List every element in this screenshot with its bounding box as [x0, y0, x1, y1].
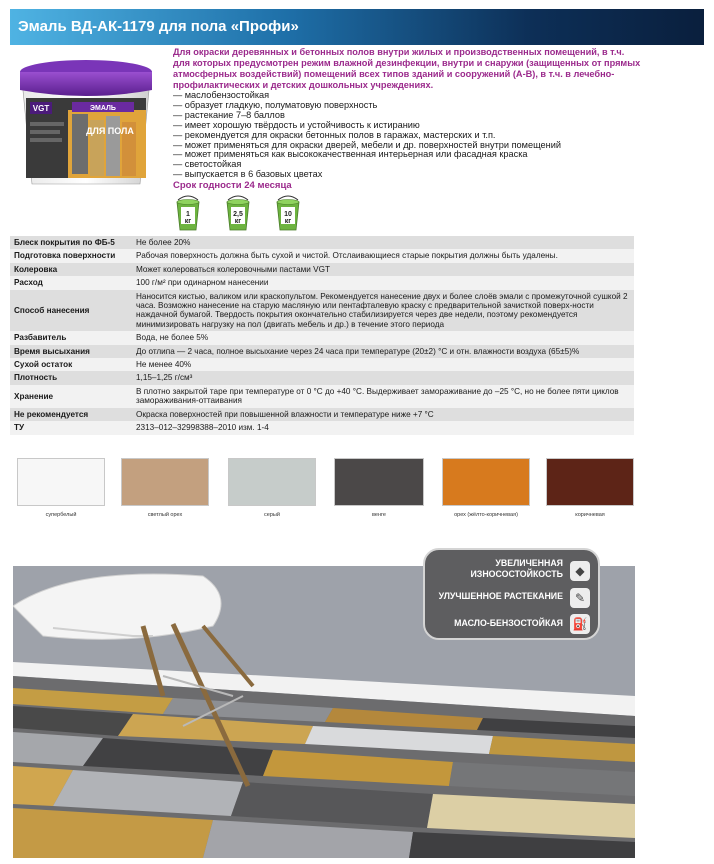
spec-value: 2313–012–32998388–2010 изм. 1-4	[136, 423, 269, 433]
badge-text: МАСЛО-БЕНЗОСТОЙКАЯ	[454, 618, 563, 628]
bucket-label-main: ДЛЯ ПОЛА	[86, 126, 134, 136]
spec-value: В плотно закрытой таре при температуре от 0 °С до +40 °С. Выдерживает замораживание до –25 °С, но не более пяти циклов замораживания-оттаивания	[136, 386, 619, 406]
color-swatch-brown	[546, 458, 634, 506]
diamond-icon: ◆	[570, 561, 590, 581]
table-row	[10, 236, 634, 249]
spec-value: Рабочая поверхность должна быть сухой и чистой. Отслаивающиеся старые покрытия должны быть удалены.	[136, 251, 558, 261]
table-row	[10, 290, 634, 332]
spec-key: Подготовка поверхности	[14, 251, 116, 261]
feature-item: — рекомендуется для окраски бетонных полов в гаражах, мастерских и т.п.	[173, 129, 496, 140]
feature-item: — имеет хорошую твёрдость и устойчивость к истиранию	[173, 119, 420, 130]
feature-item: — может применяться для окраски дверей, мебели и др. поверхностей внутри помещений	[173, 139, 561, 150]
table-row	[10, 331, 634, 344]
feature-item: — растекание 7–8 баллов	[173, 109, 285, 120]
product-intro: Для окраски деревянных и бетонных полов внутри жилых и производственных помещений, в т.ч. для которых предусмотрен режим влажной дезинфекции, внутри и снаружи (защищенных от прямых атмосферных воздействий) помещений всех типов зданий и сооружений (А-В), в т.ч. в лечебно- профилактических и детских дошкольных учреждениях.	[173, 47, 641, 90]
package-sizes	[170, 192, 320, 234]
color-name: серый	[264, 512, 280, 518]
spec-value: Вода, не более 5%	[136, 333, 209, 343]
badge-text: УВЕЛИЧЕННАЯ ИЗНОСОСТОЙКОСТЬ	[470, 558, 563, 579]
page-title: Эмаль ВД-АК-1179 для пола «Профи»	[10, 9, 704, 45]
spec-value: Не более 20%	[136, 238, 191, 247]
color-name: венге	[372, 512, 386, 518]
color-name: орех (жёлто-коричневая)	[454, 512, 518, 518]
color-swatch-superwhite	[17, 458, 105, 506]
spec-key: Время высыхания	[14, 346, 90, 356]
color-swatch-wenge	[334, 458, 424, 506]
canister-icon: ⛽	[570, 614, 590, 634]
feature-item: — образует гладкую, полуматовую поверхность	[173, 99, 378, 110]
color-name: светлый орех	[147, 512, 183, 518]
table-row	[10, 385, 634, 408]
pail-size: 1	[186, 211, 190, 218]
feature-item: — может применяться как высококачественная интерьерная или фасадная краска	[173, 149, 528, 160]
spec-value: До отлипа — 2 часа, полное высыхание через 24 часа при температуре (20±2) °С и отн. влажности воздуха (65±5)%	[136, 346, 580, 356]
color-swatch-grey	[228, 458, 316, 506]
spec-value: Может колероваться колеровочными пастами VGT	[136, 264, 330, 274]
spec-value: 100 г/м² при одинарном нанесении	[136, 278, 269, 288]
table-row	[10, 371, 634, 384]
pail-unit: кг	[184, 218, 192, 225]
spec-value: Не менее 40%	[136, 360, 192, 370]
shelf-life: Срок годности 24 месяца	[173, 180, 292, 191]
spec-value: Окраска поверхностей при повышенной влажности и температуре ниже +7 °С	[136, 409, 434, 419]
color-name: супербелый	[45, 512, 77, 518]
pail-icon	[224, 192, 252, 232]
feature-badge	[423, 548, 600, 640]
spec-table	[10, 236, 634, 435]
spec-key: ТУ	[14, 423, 25, 433]
pail-size: 2,5	[233, 211, 243, 218]
spec-value: 1,15–1,25 г/см³	[136, 373, 193, 383]
spec-key: Блеск покрытия по ФБ-5	[14, 238, 115, 247]
pail-unit: кг	[234, 218, 242, 225]
spec-key: Сухой остаток	[14, 360, 73, 370]
pail-unit: кг	[284, 218, 292, 225]
spec-key: Плотность	[14, 373, 58, 383]
bucket-brand: VGT	[32, 104, 50, 113]
spec-key: Колеровка	[14, 264, 58, 274]
spec-key: Разбавитель	[14, 333, 67, 343]
color-name: коричневая	[575, 512, 605, 518]
spec-key: Не рекомендуется	[14, 409, 89, 419]
spec-key: Способ нанесения	[14, 305, 90, 315]
table-row	[10, 408, 634, 421]
spec-key: Расход	[14, 278, 43, 288]
pail-size: 10	[284, 211, 292, 218]
table-row	[10, 358, 634, 371]
spec-key: Хранение	[14, 391, 54, 401]
feature-item: — светостойкая	[173, 159, 242, 170]
feature-item: — выпускается в 6 базовых цветах	[173, 169, 323, 180]
pail-icon	[274, 192, 302, 232]
color-swatch-light-walnut	[121, 458, 209, 506]
feature-list	[173, 91, 643, 180]
color-swatch-walnut	[442, 458, 530, 506]
product-bucket-image	[12, 50, 160, 190]
table-row	[10, 249, 634, 262]
feature-item: — маслобензостойкая	[173, 90, 270, 100]
brush-icon: ✎	[570, 588, 590, 608]
table-row	[10, 276, 634, 289]
spec-value: Наносится кистью, валиком или краскопультом. Рекомендуется нанесение двух и более слоёв эмали с промежуточной сушкой 2 часа. Возможно нанесение на старую масляную или пентафталевую краску с предварительной зачисткой поверх-ности наждачной бумагой. Твердость покрытия окончательно стабилизируется через две недели, поэтому рекомендуется минимизировать нагрузку на пол (двигать мебель и др.) в течение этого периода	[136, 291, 628, 329]
table-row	[10, 345, 634, 358]
pail-icon	[174, 192, 202, 232]
badge-text: УЛУЧШЕННОЕ РАСТЕКАНИЕ	[438, 591, 563, 601]
table-row	[10, 421, 634, 434]
table-row	[10, 263, 634, 276]
bucket-label-top: ЭМАЛЬ	[90, 105, 116, 112]
